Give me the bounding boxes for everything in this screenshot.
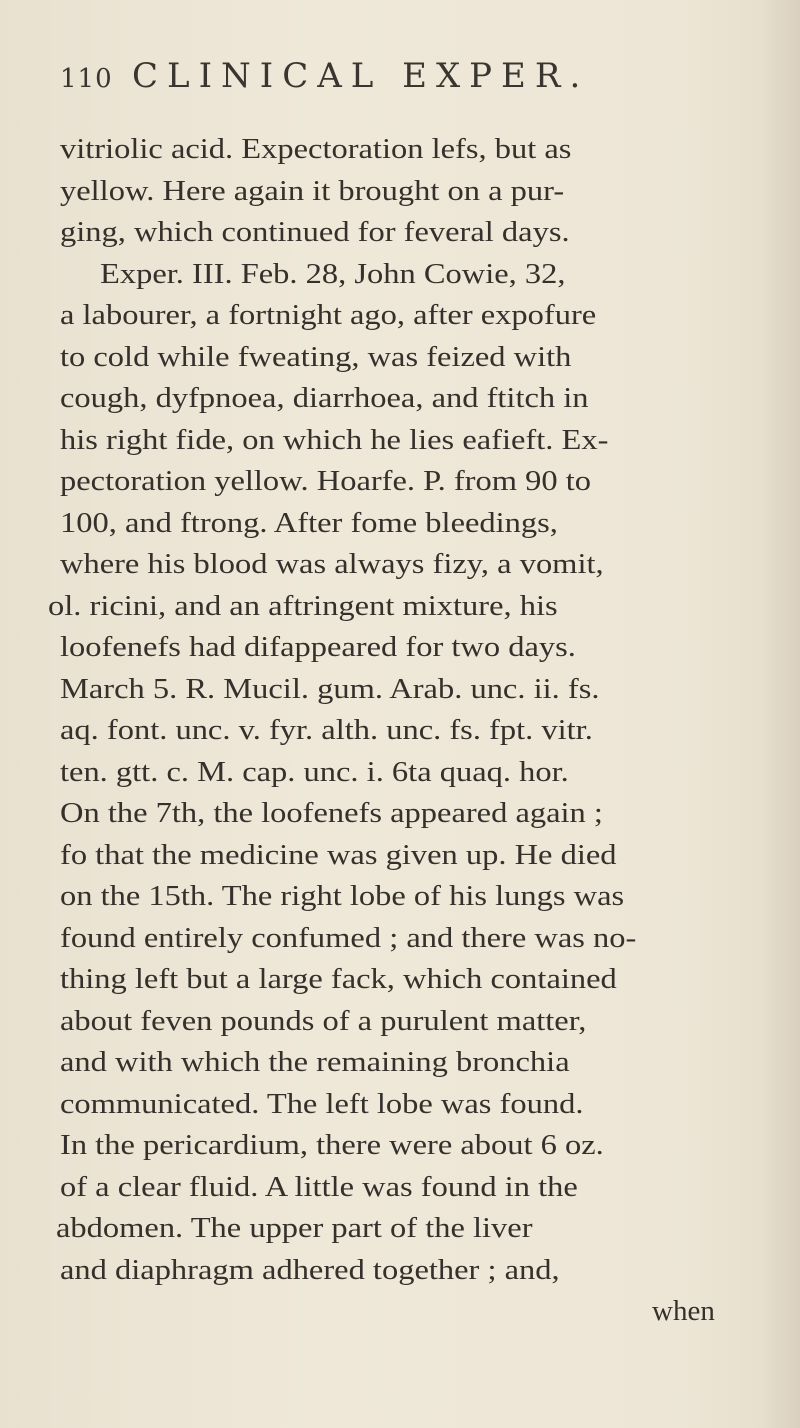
text-line: communicated. The left lobe was found. bbox=[60, 1088, 584, 1120]
page-number: 110 bbox=[60, 64, 113, 94]
text-line: about feven pounds of a purulent matter, bbox=[60, 1005, 587, 1037]
text-line: where his blood was always fizy, a vomit, bbox=[60, 548, 604, 580]
text-line: of a clear fluid. A little was found in the bbox=[60, 1171, 578, 1203]
text-line: his right fide, on which he lies eafieft. Ex- bbox=[60, 424, 609, 456]
text-line: cough, dyfpnoea, diarrhoea, and ftitch in bbox=[60, 382, 589, 414]
text-line: March 5. R. Mucil. gum. Arab. unc. ii. fs. bbox=[60, 673, 600, 705]
text-line: In the pericardium, there were about 6 oz. bbox=[60, 1129, 604, 1161]
text-line: abdomen. The upper part of the liver bbox=[56, 1212, 533, 1244]
text-line: found entirely confumed ; and there was no- bbox=[60, 922, 637, 954]
text-line: aq. font. unc. v. fyr. alth. unc. fs. fpt. vitr. bbox=[60, 714, 593, 746]
text-line: 100, and ftrong. After fome bleedings, bbox=[60, 507, 558, 539]
text-line: ol. ricini, and an aftringent mixture, his bbox=[48, 590, 558, 622]
text-line: pectoration yellow. Hoarfe. P. from 90 to bbox=[60, 465, 591, 497]
text-line: vitriolic acid. Expectoration lefs, but as bbox=[60, 133, 572, 165]
text-line: a labourer, a fortnight ago, after expofure bbox=[60, 299, 597, 331]
text-line: to cold while fweating, was feized with bbox=[60, 341, 572, 373]
text-line: yellow. Here again it brought on a pur- bbox=[60, 175, 565, 207]
text-line: on the 15th. The right lobe of his lungs was bbox=[60, 880, 625, 912]
text-line: On the 7th, the loofenefs appeared again ; bbox=[60, 797, 603, 829]
text-line: ten. gtt. c. M. cap. unc. i. 6ta quaq. hor. bbox=[60, 756, 569, 788]
text-line: loofenefs had difappeared for two days. bbox=[60, 631, 576, 663]
text-line: ging, which continued for feveral days. bbox=[60, 216, 570, 248]
text-line: and with which the remaining bronchia bbox=[60, 1046, 570, 1078]
text-line: fo that the medicine was given up. He died bbox=[60, 839, 617, 871]
text-line: thing left but a large fack, which contained bbox=[60, 963, 617, 995]
text-line: Exper. III. Feb. 28, John Cowie, 32, bbox=[100, 258, 566, 290]
running-head: CLINICAL EXPER. bbox=[132, 56, 590, 96]
text-line: when bbox=[652, 1295, 715, 1327]
text-line: and diaphragm adhered together ; and, bbox=[60, 1254, 560, 1286]
